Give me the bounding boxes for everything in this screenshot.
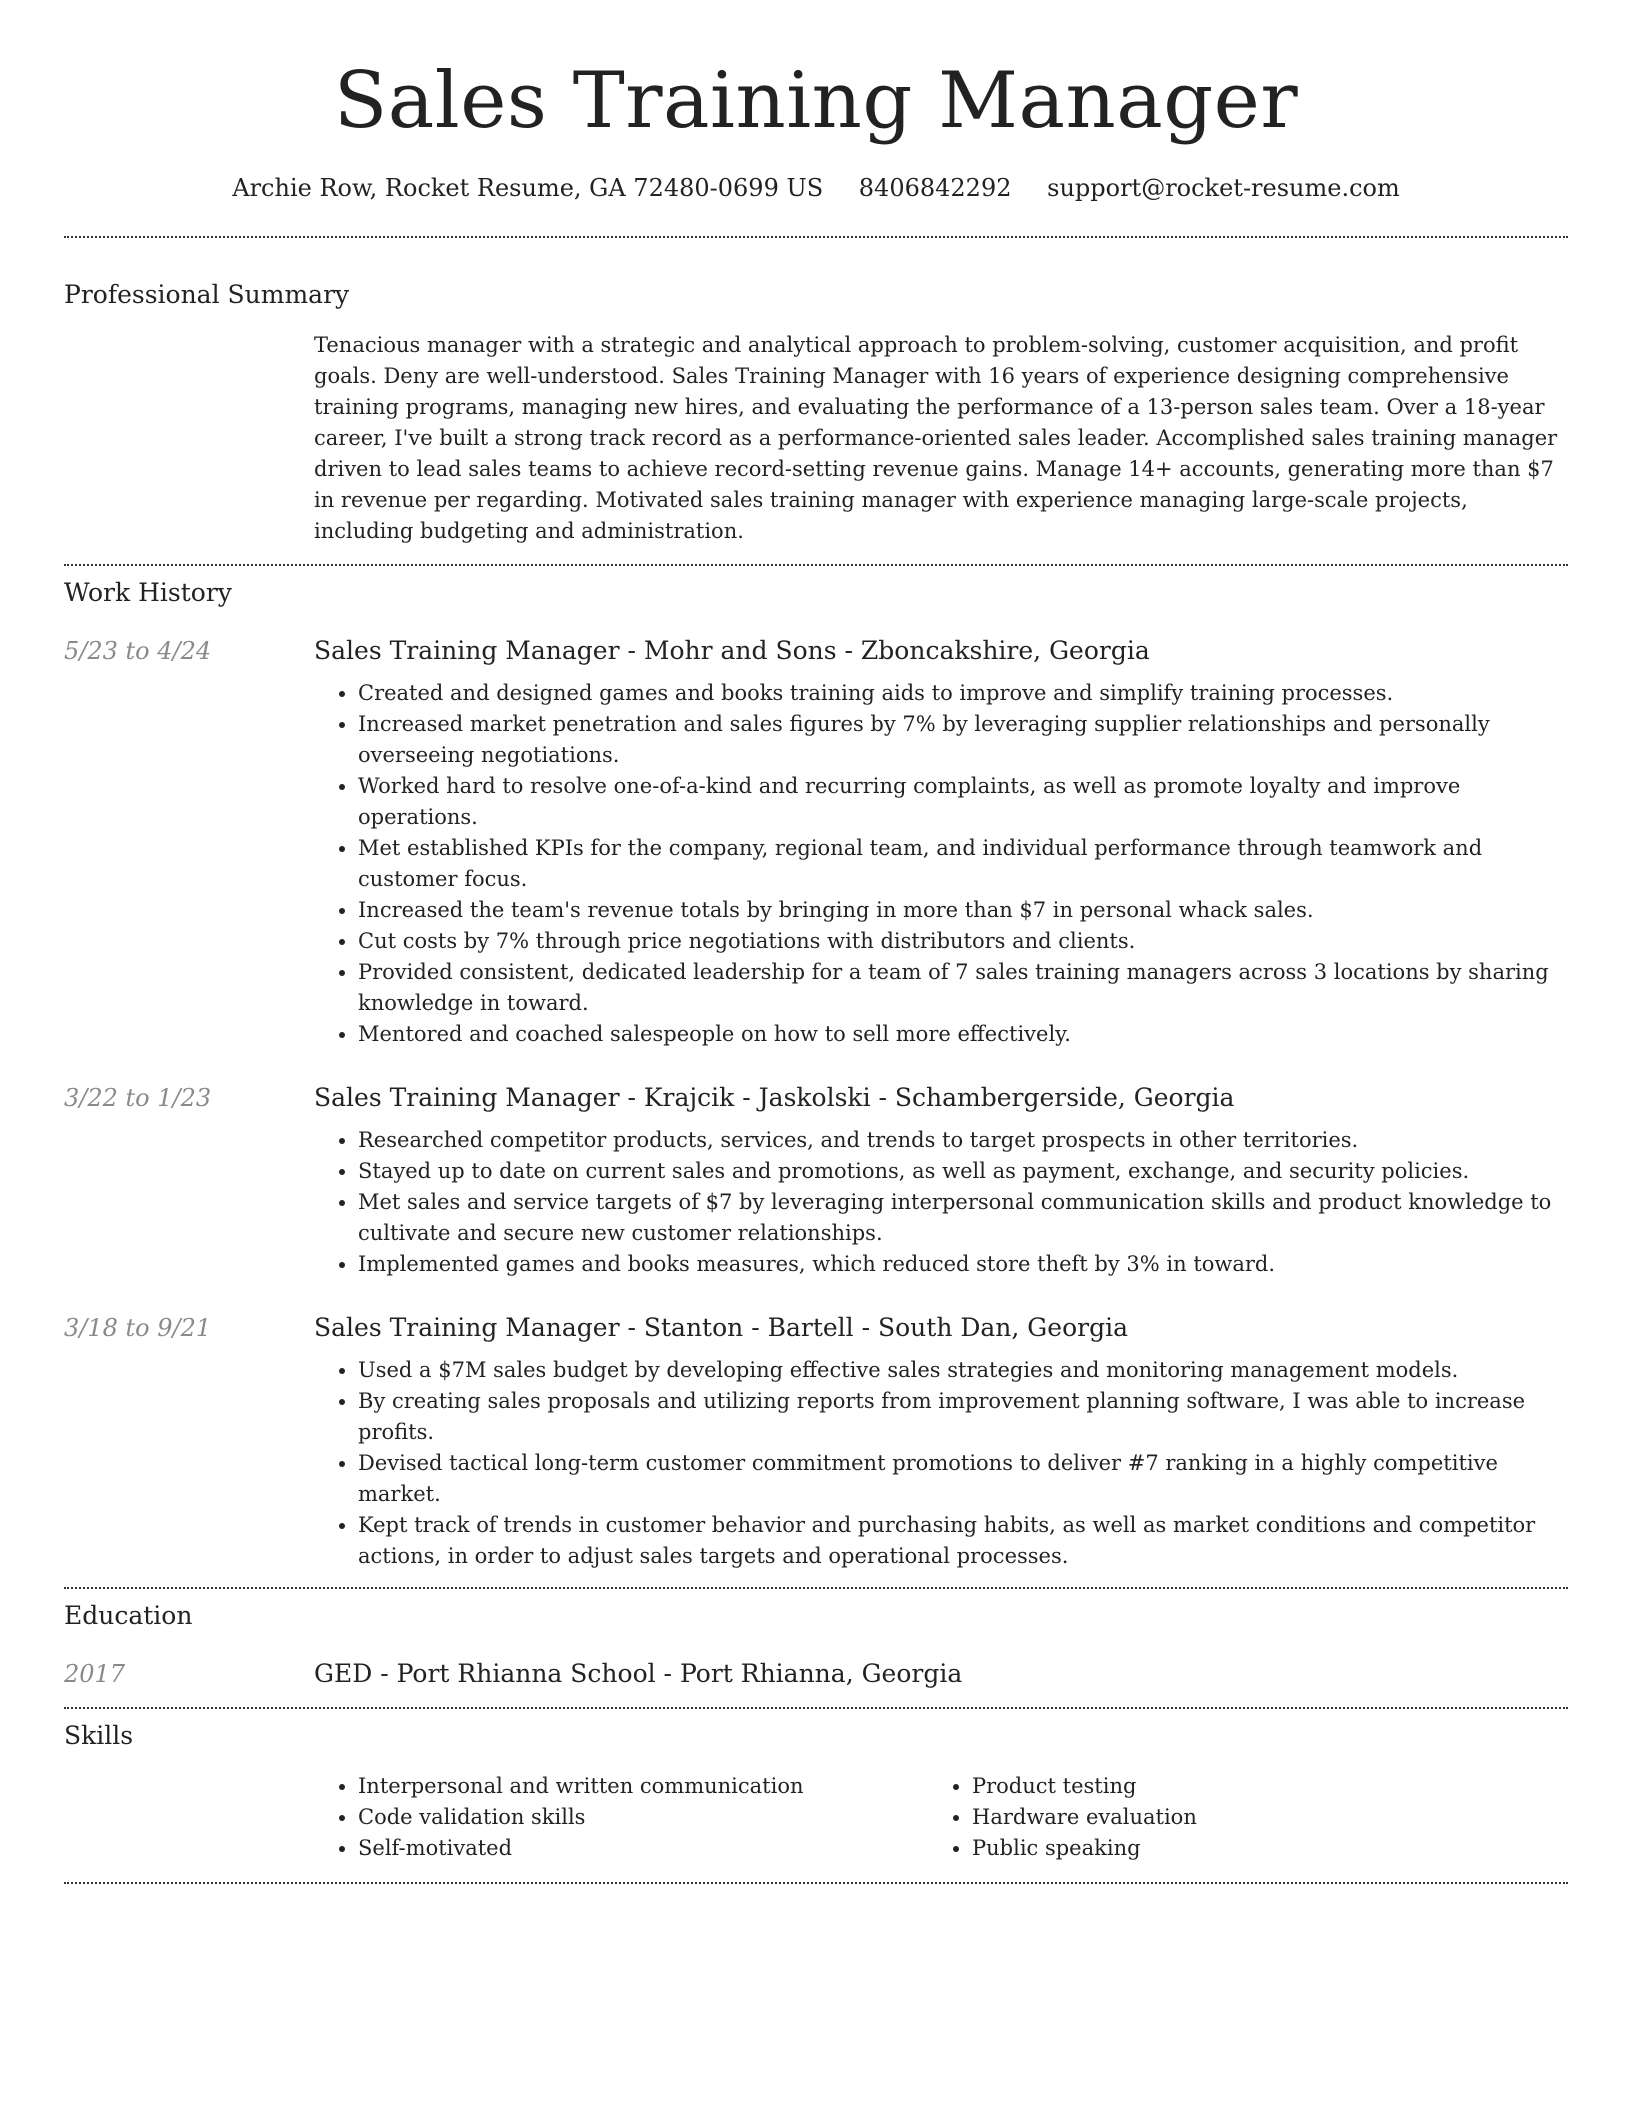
- list-item: • Used a $7M sales budget by developing effective sales strategies and monitoring management models.: [358, 1355, 1568, 1386]
- summary-row: [64, 330, 1568, 547]
- job-title: Sales Training Manager - Stanton - Bartell - South Dan, Georgia: [314, 1313, 1128, 1342]
- skill-item: • Hardware evaluation: [972, 1802, 1542, 1833]
- section-title-summary: Professional Summary: [64, 280, 350, 309]
- education-entry: [64, 1657, 1568, 1691]
- job-bullets: [314, 1355, 1568, 1572]
- contact-phone: 8406842292: [858, 174, 1012, 202]
- contact-line: [64, 170, 1568, 206]
- job-entry: [64, 1081, 1568, 1280]
- job-entry: [64, 634, 1568, 1050]
- job-title: Sales Training Manager - Mohr and Sons - Zboncakshire, Georgia: [314, 636, 1150, 665]
- skill-item: • Code validation skills: [358, 1802, 928, 1833]
- job-bullets: [314, 678, 1568, 1050]
- list-item: • Kept track of trends in customer behavior and purchasing habits, as well as market conditions and competitor actions, in order to adjust sales targets and operational processes.: [358, 1510, 1568, 1572]
- section-title-work: Work History: [64, 578, 232, 607]
- skill-item: • Interpersonal and written communication: [358, 1771, 928, 1802]
- list-item: • Cut costs by 7% through price negotiations with distributors and clients.: [358, 926, 1568, 957]
- section-title-skills: Skills: [64, 1721, 134, 1750]
- divider: [64, 564, 1568, 566]
- job-dates: 5/23 to 4/24: [64, 637, 212, 665]
- contact-email: support@rocket-resume.com: [1047, 174, 1400, 202]
- list-item: • Met established KPIs for the company, regional team, and individual performance through teamwork and customer focus.: [358, 833, 1568, 895]
- skill-item: • Public speaking: [972, 1833, 1542, 1864]
- list-item: • Increased the team's revenue totals by bringing in more than $7 in personal whack sales.: [358, 895, 1568, 926]
- skills-column-right: [928, 1771, 1542, 1864]
- divider: [64, 1882, 1568, 1884]
- list-item: • Increased market penetration and sales figures by 7% by leveraging supplier relationships and personally overseeing negotiations.: [358, 709, 1568, 771]
- list-item: • Met sales and service targets of $7 by leveraging interpersonal communication skills and product knowledge to cultivate and secure new customer relationships.: [358, 1187, 1568, 1249]
- job-bullets: [314, 1125, 1568, 1280]
- list-item: • Researched competitor products, services, and trends to target prospects in other territories.: [358, 1125, 1568, 1156]
- education-details: GED - Port Rhianna School - Port Rhianna, Georgia: [314, 1659, 963, 1688]
- job-dates: 3/18 to 9/21: [64, 1314, 212, 1342]
- summary-text: Tenacious manager with a strategic and analytical approach to problem-solving, customer acquisition, and profit goals. Deny are well-understood. Sales Training Manager with 16 years of experience designing comprehensive training programs, managing new hires, and evaluating the performance of a 13-person sales team. Over a 18-year career, I've built a strong track record as a performance-oriented sales leader. Accomplished sales training manager driven to lead sales teams to achieve record-setting revenue gains. Manage 14+ accounts, generating more than $7 in revenue per regarding. Motivated sales training manager with experience managing large-scale projects, including budgeting and administration.: [314, 333, 1558, 543]
- list-item: • Worked hard to resolve one-of-a-kind and recurring complaints, as well as promote loyalty and improve operations.: [358, 771, 1568, 833]
- resume-page: [64, 0, 1568, 1884]
- list-item: • Devised tactical long-term customer commitment promotions to deliver #7 ranking in a highly competitive market.: [358, 1448, 1568, 1510]
- job-entry: [64, 1311, 1568, 1572]
- list-item: • Provided consistent, dedicated leadership for a team of 7 sales training managers across 3 locations by sharing knowledge in toward.: [358, 957, 1568, 1019]
- job-title: Sales Training Manager - Krajcik - Jaskolski - Schambergerside, Georgia: [314, 1083, 1235, 1112]
- contact-address: Archie Row, Rocket Resume, GA 72480-0699 US: [232, 174, 824, 202]
- skills-list: [314, 1771, 1568, 1864]
- skill-item: • Self-motivated: [358, 1833, 928, 1864]
- skills-column-left: [314, 1771, 928, 1864]
- section-title-education: Education: [64, 1601, 193, 1630]
- list-item: • By creating sales proposals and utilizing reports from improvement planning software, I was able to increase profits.: [358, 1386, 1568, 1448]
- education-year: 2017: [64, 1660, 126, 1688]
- list-item: • Mentored and coached salespeople on how to sell more effectively.: [358, 1019, 1568, 1050]
- divider: [64, 1587, 1568, 1589]
- divider: [64, 236, 1568, 238]
- list-item: • Implemented games and books measures, which reduced store theft by 3% in toward.: [358, 1249, 1568, 1280]
- list-item: • Created and designed games and books training aids to improve and simplify training processes.: [358, 678, 1568, 709]
- resume-name: Sales Training Manager: [333, 56, 1299, 146]
- divider: [64, 1707, 1568, 1709]
- job-dates: 3/22 to 1/23: [64, 1084, 212, 1112]
- list-item: • Stayed up to date on current sales and promotions, as well as payment, exchange, and security policies.: [358, 1156, 1568, 1187]
- skill-item: • Product testing: [972, 1771, 1542, 1802]
- skills-row: [64, 1771, 1568, 1864]
